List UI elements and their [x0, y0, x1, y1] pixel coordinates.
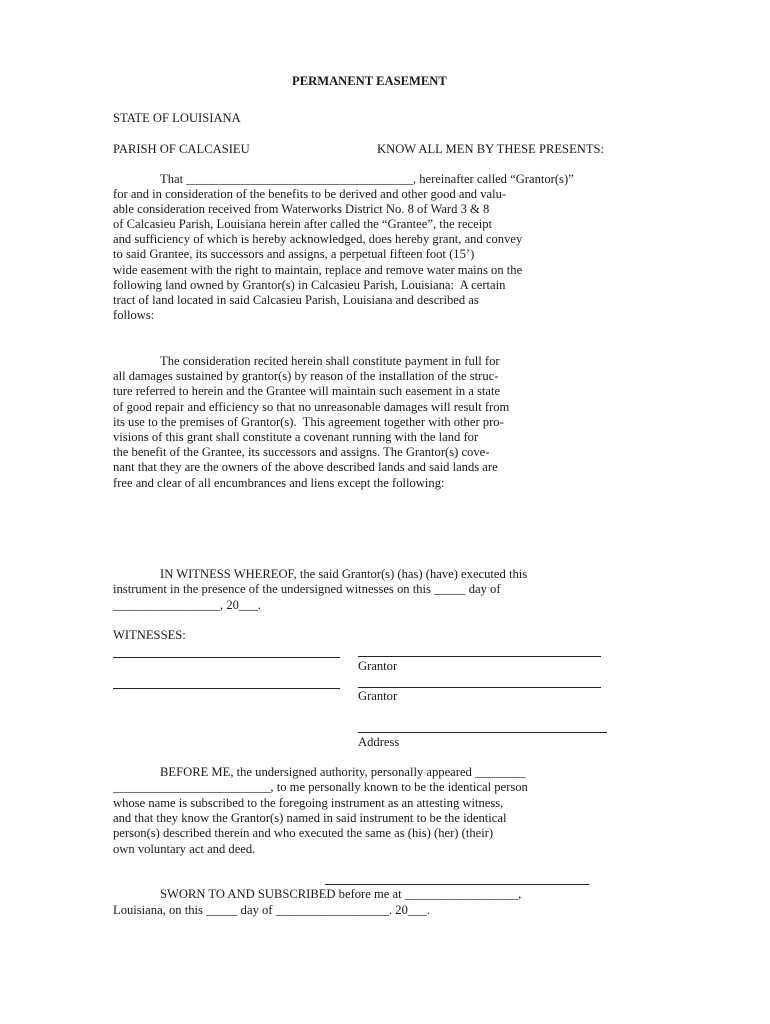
text-line: all damages sustained by grantor(s) by reason of the installation of the struc-	[113, 369, 499, 383]
text-line: The consideration recited herein shall constitute payment in full for	[160, 354, 500, 368]
text-line: Louisiana, on this _____ day of __________________. 20___.	[113, 903, 430, 917]
text-line: follows:	[113, 308, 155, 322]
address-label: Address	[358, 735, 400, 749]
text-line: nant that they are the owners of the above described lands and said lands are	[113, 460, 498, 474]
text-line: free and clear of all encumbrances and liens except the following:	[113, 476, 445, 490]
text-line: _________________________, to me personally known to be the identical person	[113, 780, 528, 794]
document-title: PERMANENT EASEMENT	[292, 74, 447, 88]
text-line: visions of this grant shall constitute a covenant running with the land for	[113, 430, 479, 444]
text-line: the benefit of the Grantee, its successors and assigns. The Grantor(s) cove-	[113, 445, 490, 459]
text-line: following land owned by Grantor(s) in Calcasieu Parish, Louisiana: A certain	[113, 278, 506, 292]
parish-heading: PARISH OF CALCASIEU	[113, 142, 250, 156]
text-line: _________________, 20___.	[113, 598, 261, 612]
text-line: IN WITNESS WHEREOF, the said Grantor(s) (has) (have) executed this	[160, 567, 528, 581]
notary-signature-line[interactable]	[325, 884, 589, 885]
grantor-signature-line[interactable]	[358, 656, 601, 657]
text-line: its use to the premises of Grantor(s). This agreement together with other pro-	[113, 415, 504, 429]
know-all-heading: KNOW ALL MEN BY THESE PRESENTS:	[377, 142, 605, 156]
text-line: BEFORE ME, the undersigned authority, personally appeared ________	[160, 765, 526, 779]
witness-signature-line[interactable]	[113, 657, 340, 658]
text-line: instrument in the presence of the undersigned witnesses on this _____ day of	[113, 582, 501, 596]
text-line: for and in consideration of the benefits to be derived and other good and valu-	[113, 187, 507, 201]
grantor-label: Grantor	[358, 689, 398, 703]
grantor-signature-line[interactable]	[358, 687, 601, 688]
witness-signature-line[interactable]	[113, 688, 340, 689]
witnesses-label: WITNESSES:	[113, 628, 186, 642]
text-line: tract of land located in said Calcasieu Parish, Louisiana and described as	[113, 293, 479, 307]
state-heading: STATE OF LOUISIANA	[113, 111, 241, 125]
text-line: own voluntary act and deed.	[113, 842, 256, 856]
text-line: whose name is subscribed to the foregoing instrument as an attesting witness,	[113, 796, 504, 810]
text-line: wide easement with the right to maintain, replace and remove water mains on the	[113, 263, 523, 277]
text-line: able consideration received from Waterworks District No. 8 of Ward 3 & 8	[113, 202, 490, 216]
text-line: That ____________________________________, hereinafter called “Grantor(s)”	[160, 172, 574, 186]
text-line: of good repair and efficiency so that no unreasonable damages will result from	[113, 400, 510, 414]
text-line: person(s) described therein and who executed the same as (his) (her) (their)	[113, 826, 494, 840]
text-line: SWORN TO AND SUBSCRIBED before me at __________________,	[160, 887, 522, 901]
address-line[interactable]	[358, 732, 607, 733]
grantor-label: Grantor	[358, 659, 398, 673]
text-line: and sufficiency of which is hereby acknowledged, does hereby grant, and convey	[113, 232, 523, 246]
text-line: to said Grantee, its successors and assigns, a perpetual fifteen foot (15’)	[113, 247, 475, 261]
text-line: and that they know the Grantor(s) named in said instrument to be the identical	[113, 811, 507, 825]
text-line: of Calcasieu Parish, Louisiana herein after called the “Grantee”, the receipt	[113, 217, 493, 231]
text-line: ture referred to herein and the Grantee will maintain such easement in a state	[113, 384, 501, 398]
